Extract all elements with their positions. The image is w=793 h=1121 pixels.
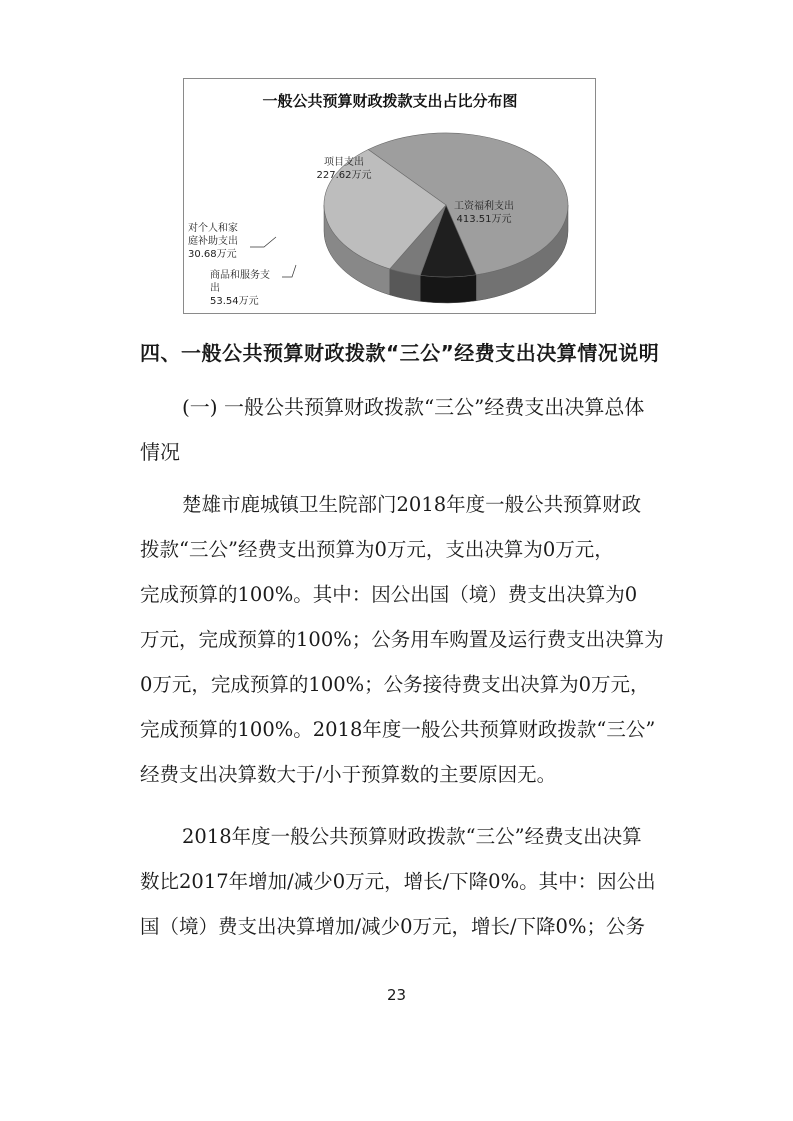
- paragraph-2-line: 2018年度一般公共预算财政拨款“三公”经费支出决算: [182, 825, 642, 848]
- label-wage-1: 413.51万元: [456, 214, 512, 225]
- label-item-1: 227.62万元: [316, 170, 372, 181]
- label-personal-0: 对个人和家: [188, 223, 238, 234]
- subsection-heading-line-1: (一) 一般公共预算财政拨款“三公”经费支出决算总体: [182, 395, 645, 419]
- label-wage-0: 工资福利支出: [454, 201, 514, 212]
- label-personal-2: 30.68万元: [188, 249, 237, 260]
- paragraph-2-line: 国（境）费支出决算增加/减少0万元，增长/下降0%；公务: [140, 915, 645, 938]
- paragraph-1-line: 楚雄市鹿城镇卫生院部门2018年度一般公共预算财政: [182, 493, 642, 516]
- leader-personal: [250, 237, 276, 247]
- pie-chart: [183, 78, 596, 314]
- label-personal-1: 庭补助支出: [188, 236, 238, 247]
- label-goods-0: 商品和服务支: [210, 270, 270, 281]
- paragraph-1: [140, 482, 664, 797]
- paragraph-1-line: 完成预算的100%。2018年度一般公共预算财政拨款“三公”: [140, 718, 656, 741]
- section-heading: 四、一般公共预算财政拨款“三公”经费支出决算情况说明: [140, 341, 660, 365]
- paragraph-2-line: 数比2017年增加/减少0万元，增长/下降0%。其中：因公出: [140, 870, 656, 893]
- subsection-heading: [140, 385, 660, 475]
- chart-title: 一般公共预算财政拨款支出占比分布图: [262, 92, 518, 110]
- label-goods-1: 出: [210, 283, 220, 294]
- paragraph-1-line: 万元，完成预算的100%；公务用车购置及运行费支出决算为: [140, 628, 664, 651]
- label-goods-2: 53.54万元: [210, 296, 259, 307]
- paragraph-1-line: 完成预算的100%。其中：因公出国（境）费支出决算为0: [140, 583, 638, 606]
- paragraph-1-line: 0万元，完成预算的100%；公务接待费支出决算为0万元，: [140, 673, 650, 696]
- label-item-0: 项目支出: [324, 157, 364, 168]
- subsection-heading-line-2: 情况: [140, 440, 180, 464]
- paragraph-1-line: 经费支出决算数大于/小于预算数的主要原因无。: [140, 763, 557, 786]
- pie-chart-svg: [184, 79, 595, 313]
- leader-goods: [282, 265, 296, 277]
- page-number: 23: [386, 986, 407, 1004]
- paragraph-1-line: 拨款“三公”经费支出预算为0万元，支出决算为0万元，: [140, 538, 614, 561]
- paragraph-2: [140, 814, 660, 949]
- pie-side-3: [420, 275, 476, 303]
